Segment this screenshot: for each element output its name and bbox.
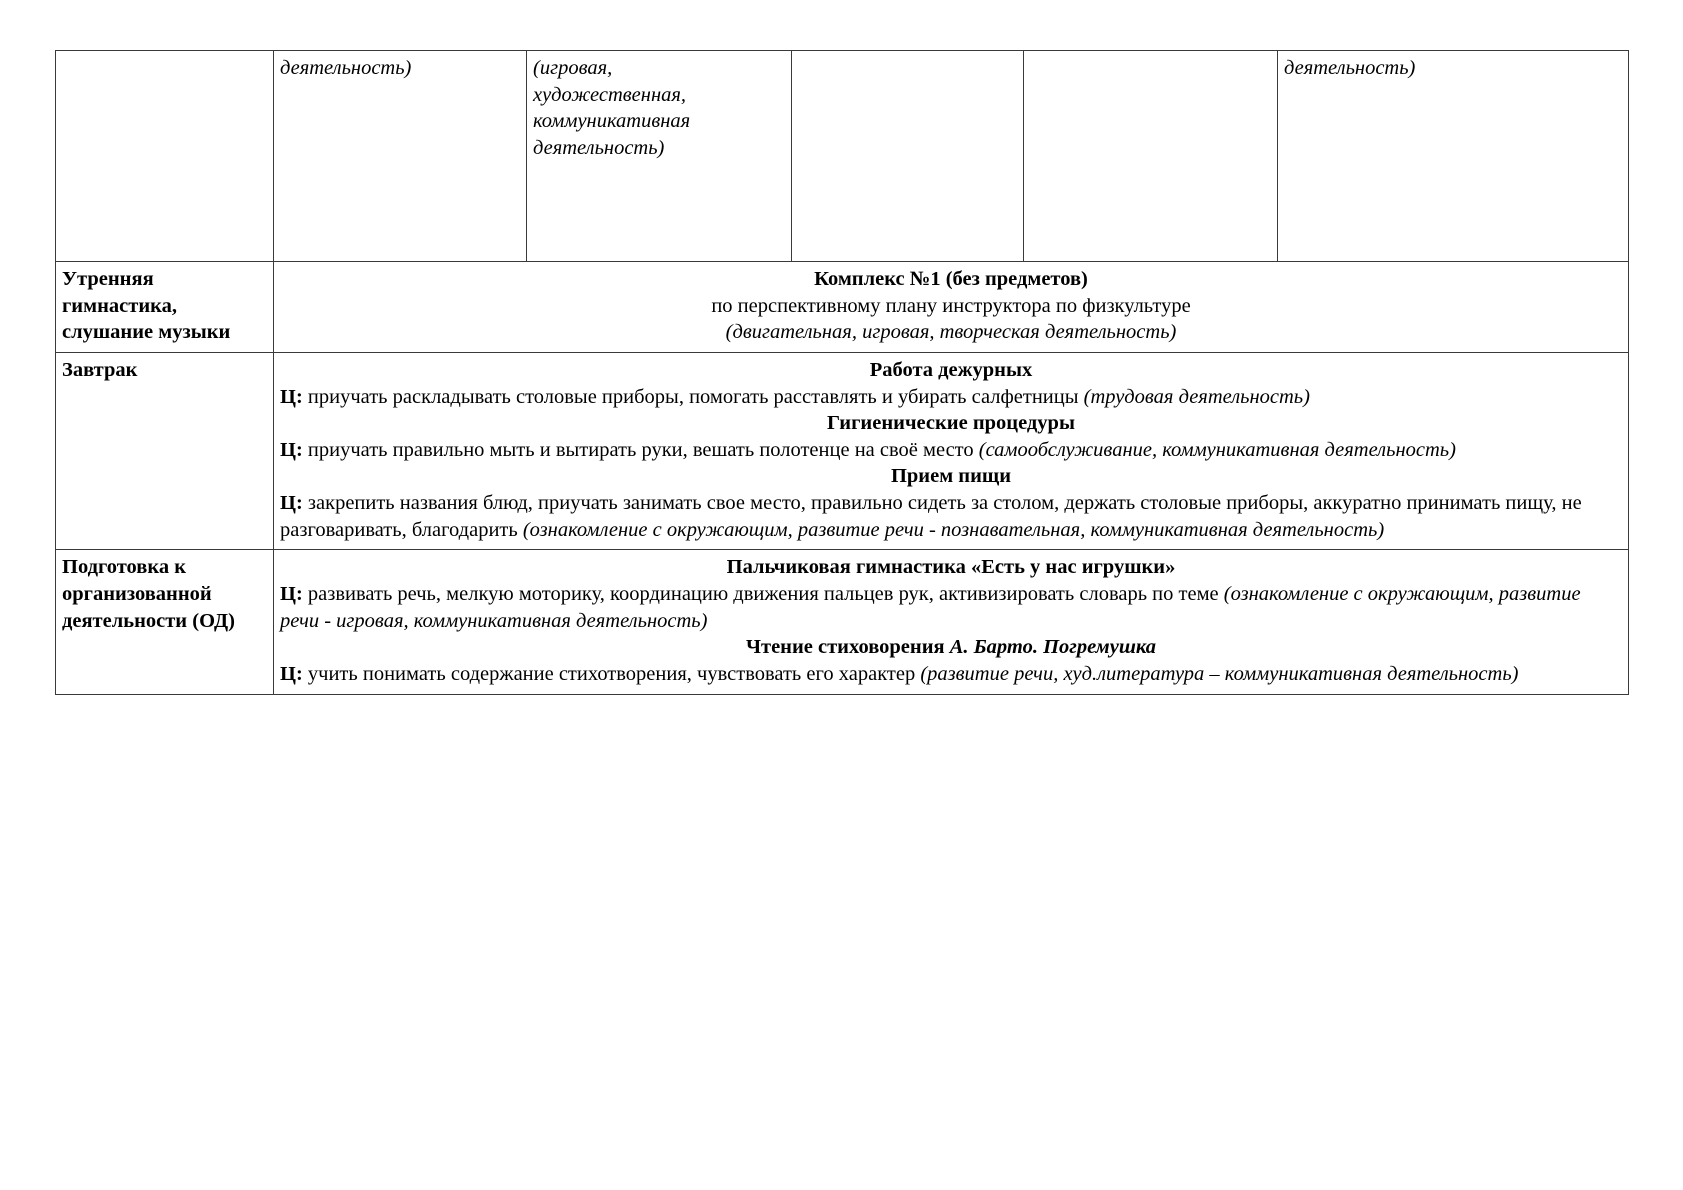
block-heading: Работа дежурных	[869, 358, 1033, 381]
heading-emphasis: А. Барто. Погремушка	[949, 636, 1157, 659]
activity-text: деятельность)	[1284, 57, 1416, 79]
goal-text: закрепить названия блюд, приучать занимать свое место, правильно сидеть за столом, держать столовые приборы, аккуратно принимать пищу, не разговаривать, благодарить	[280, 492, 1582, 541]
breakfast-content	[274, 352, 1629, 549]
label-text: Завтрак	[62, 358, 138, 381]
preparation-content	[274, 550, 1629, 694]
activity-line-2: художественная,	[533, 83, 687, 106]
row-continuation-cell-4	[792, 51, 1024, 262]
gymnastics-complex-title: Комплекс №1 (без предметов)	[814, 268, 1088, 290]
goal-marker: Ц:	[280, 385, 303, 408]
activity-line-4: деятельность)	[533, 136, 665, 159]
block-heading	[280, 634, 1622, 661]
breakfast-block-duty	[280, 357, 1622, 410]
goal-activity: (самообслуживание, коммуникативная деятельность)	[978, 438, 1456, 461]
label-line-1: Утренняя	[62, 268, 154, 290]
row-label-morning-gymnastics	[56, 262, 274, 353]
goal-activity: (трудовая деятельность)	[1083, 385, 1310, 408]
goal-text: учить понимать содержание стихотворения, чувствовать его характер	[302, 662, 921, 685]
goal-text: развивать речь, мелкую моторику, координацию движения пальцев рук, активизировать словарь по теме	[302, 583, 1224, 606]
row-continuation-cell-2	[274, 51, 527, 262]
activity-line-1: (игровая,	[533, 57, 613, 79]
row-label-breakfast	[56, 352, 274, 549]
goal-marker: Ц:	[280, 438, 303, 461]
goal-text: приучать раскладывать столовые приборы, помогать расставлять и убирать салфетницы	[302, 385, 1084, 408]
breakfast-block-meal	[280, 463, 1622, 543]
goal-text: приучать правильно мыть и вытирать руки, вешать полотенце на своё место	[302, 438, 979, 461]
goal-marker: Ц:	[280, 583, 303, 606]
table-row-continuation	[56, 51, 1629, 262]
table-row-preparation	[56, 550, 1629, 694]
breakfast-block-hygiene	[280, 410, 1622, 463]
block-goal	[280, 437, 1622, 464]
block-goal	[280, 384, 1622, 411]
table-row-breakfast	[56, 352, 1629, 549]
row-continuation-cell-5	[1024, 51, 1278, 262]
goal-activity: (развитие речи, худ.литература – коммуникативная деятельность)	[920, 662, 1519, 685]
preparation-block-finger-gymnastics	[280, 554, 1622, 634]
row-label-preparation	[56, 550, 274, 694]
table-row-morning-gymnastics	[56, 262, 1629, 353]
block-goal	[280, 661, 1622, 688]
label-line-2: организованной	[62, 583, 212, 606]
morning-gymnastics-content	[274, 262, 1629, 353]
row-continuation-label-cell	[56, 51, 274, 262]
activity-line-3: коммуникативная	[533, 110, 691, 133]
label-line-3: слушание музыки	[62, 321, 231, 344]
row-continuation-cell-6	[1278, 51, 1629, 262]
block-goal	[280, 581, 1622, 634]
goal-marker: Ц:	[280, 492, 303, 515]
label-line-1: Подготовка к	[62, 556, 187, 579]
gymnastics-activity-types: (двигательная, игровая, творческая деятельность)	[725, 321, 1177, 344]
row-continuation-cell-3	[527, 51, 792, 262]
block-goal	[280, 490, 1622, 543]
label-line-3: деятельности (ОД)	[62, 609, 235, 632]
heading-prefix: Чтение стиховорения	[745, 636, 950, 659]
goal-marker: Ц:	[280, 662, 303, 685]
block-heading: Пальчиковая гимнастика «Есть у нас игрушки»	[726, 556, 1176, 579]
block-heading: Гигиенические процедуры	[827, 412, 1075, 435]
preparation-block-poem-reading	[280, 634, 1622, 687]
goal-activity: (ознакомление с окружающим, развитие речи - познавательная, коммуникативная деятельность)	[522, 518, 1385, 541]
block-heading: Прием пищи	[890, 465, 1012, 488]
gymnastics-plan-subtitle: по перспективному плану инструктора по физкультуре	[711, 294, 1191, 317]
daily-plan-table	[55, 50, 1629, 695]
goal-activity: (ознакомление с окружающим, развитие речи - игровая, коммуникативная деятельность)	[280, 583, 1581, 632]
label-line-2: гимнастика,	[62, 294, 178, 317]
activity-text: деятельность)	[280, 57, 412, 79]
